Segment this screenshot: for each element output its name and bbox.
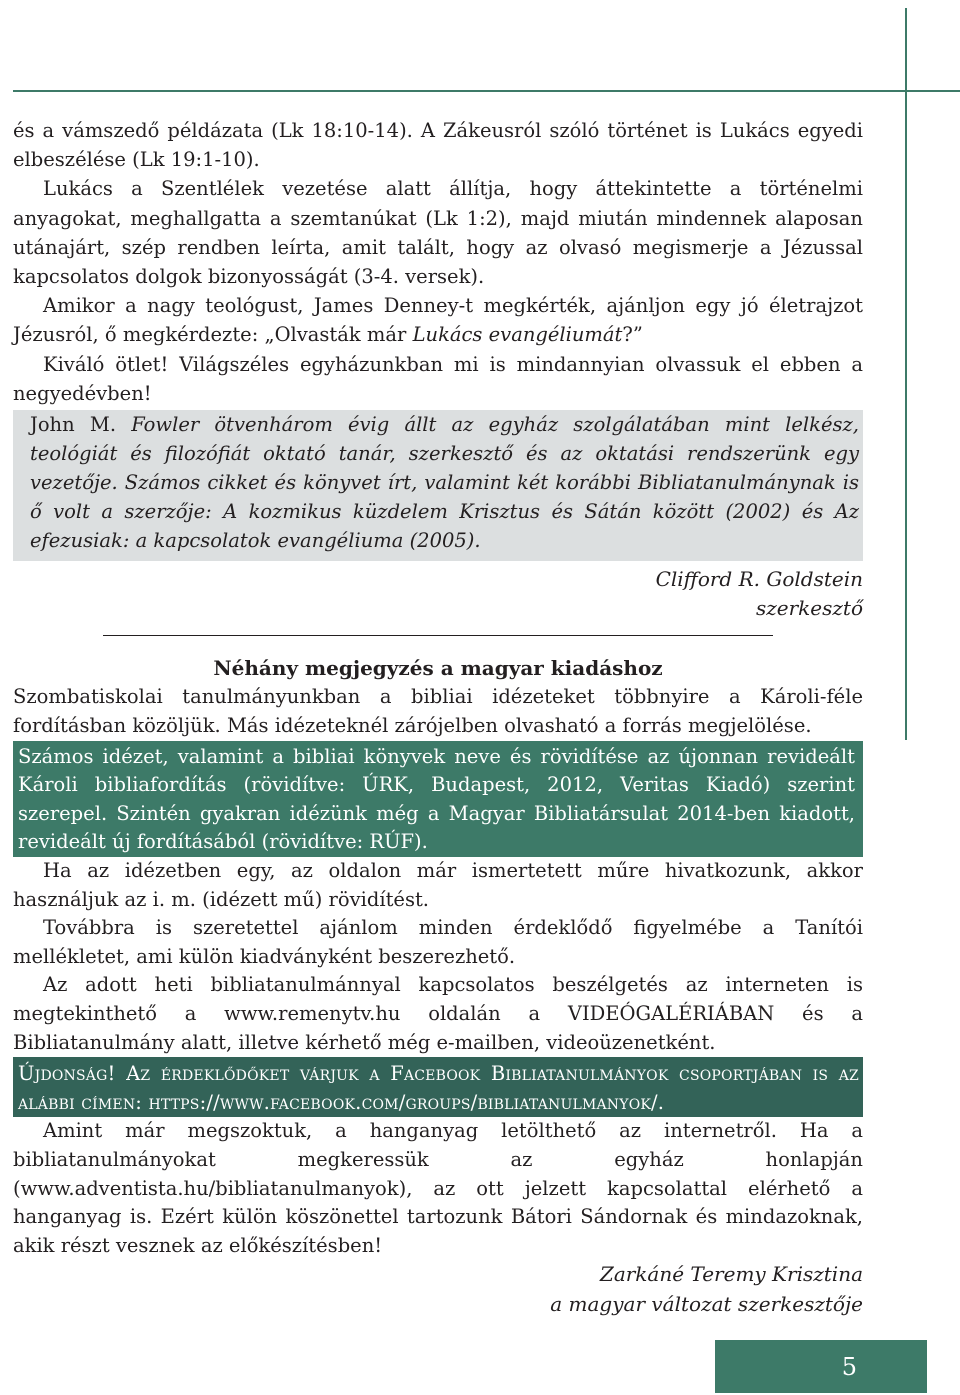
page-number: 5 bbox=[841, 1352, 857, 1381]
notes-paragraph-5: Az adott heti bibliatanulmánnyal kapcsolatos beszélgetés az interneten is megtekinthető a www.remenytv.hu oldalán a VIDEÓGALÉRIÁBAN és a Bibliatanulmány alatt, illetve kérhető még e-mailben, videoüzenetként. bbox=[13, 973, 863, 1054]
notes-paragraph-1: Szombatiskolai tanulmányunkban a bibliai idézeteket többnyire a Károli-féle fordításban közöljük. Más idézeteknél zárójelben olvasható a forrás megjelölése. bbox=[13, 685, 863, 738]
book-title: Lukács evangéliumát bbox=[412, 323, 623, 347]
notes-paragraph-7: Amint már megszoktuk, a hanganyag letölthető az internetről. Ha a bibliatanulmányokat megkeressük az egyház honlapján (www.adventista.hu/bibliatanulmanyok), az ott jelzett kapcsolattal elérhető a hanganyag is. Ezért külön köszönettel tartozunk Bátori Sándornak és mindazoknak, akik részt vesznek az előkészítésben! bbox=[13, 1119, 863, 1257]
intro-paragraph-1: és a vámszedő példázata (Lk 18:10-14). A Zákeusról szóló történet is Lukács egyedi elbeszélése (Lk 19:1-10). bbox=[13, 119, 863, 172]
translator-signature-name: Zarkáné Teremy Krisztina bbox=[599, 1262, 863, 1287]
notes-highlight-paragraph: Számos idézet, valamint a bibliai könyvek neve és rövidítése az újonnan revideált Károli bibliafordítás (rövidítve: ÚRK, Budapest, 2012, Veritas Kiadó) szerint szerepel. Szintén gyakran idézünk még a Magyar Bibliatársulat 2014-ben kiadott, revideált új fordításából (rövidítve: RÚF). bbox=[13, 741, 863, 857]
facebook-announcement: Újdonság! Az érdeklődőket várjuk a Facebook Bibliatanulmányok csoportjában is az alábbi címen: https://www.facebook.com/groups/bibliatanulmanyok/. bbox=[13, 1057, 863, 1117]
page-number-box bbox=[715, 1340, 927, 1393]
author-bio: Fowler ötvenhárom évig állt az egyház szolgálatában mint lelkész, teológiát és filozófiát oktató tanár, szerkesztő és az oktatási rendszerünk egy vezetője. Számos cikket és könyvet írt, valamint két korábbi Bibliatanulmánynak is ő volt a szerzője: A kozmikus küzdelem Krisztus és Sátán között (2002) és Az efezusiak: a kapcsolatok evangéliuma (2005). bbox=[30, 413, 859, 553]
intro-paragraph-3 bbox=[13, 291, 863, 349]
intro-paragraph-2: Lukács a Szentlélek vezetése alatt állítja, hogy áttekintette a történelmi anyagokat, meghallgatta a szemtanúkat (Lk 1:2), majd miután mindennek alaposan utánajárt, szép rendben leírta, amit talált, hogy az olvasó megismerje a Jézussal kapcsolatos dolgok bizonyosságát (3-4. versek). bbox=[13, 177, 863, 289]
section-title: Néhány megjegyzés a magyar kiadáshoz bbox=[213, 656, 663, 681]
vertical-rule bbox=[905, 8, 907, 740]
quote-end: ?” bbox=[622, 323, 643, 347]
signature-name: Clifford R. Goldstein bbox=[655, 567, 863, 592]
intro-paragraph-4: Kiváló ötlet! Világszéles egyházunkban mi is mindannyian olvassuk el ebben a negyedévben! bbox=[13, 352, 863, 405]
notes-paragraph-4: Továbbra is szeretettel ajánlom minden érdeklődő figyelmébe a Tanítói mellékletet, ami külön kiadványként beszerezhető. bbox=[13, 916, 863, 968]
signature-role: szerkesztő bbox=[755, 596, 863, 621]
author-bio-box bbox=[13, 410, 863, 561]
notes-paragraph-3: Ha az idézetben egy, az oldalon már ismertetett műre hivatkozunk, akkor használjuk az i. m. (idézett mű) rövidítést. bbox=[13, 859, 863, 911]
author-name: John M. bbox=[30, 413, 117, 437]
quote-start: Amikor a nagy teológust, James Denney-t megkérték, ajánljon egy jó életrajzot Jézusról, ő megkérdezte: „Olvasták már bbox=[13, 294, 863, 347]
section-divider bbox=[103, 635, 773, 636]
page-content bbox=[13, 116, 863, 1319]
translator-signature-role: a magyar változat szerkesztője bbox=[550, 1291, 863, 1316]
top-rule bbox=[13, 90, 960, 92]
